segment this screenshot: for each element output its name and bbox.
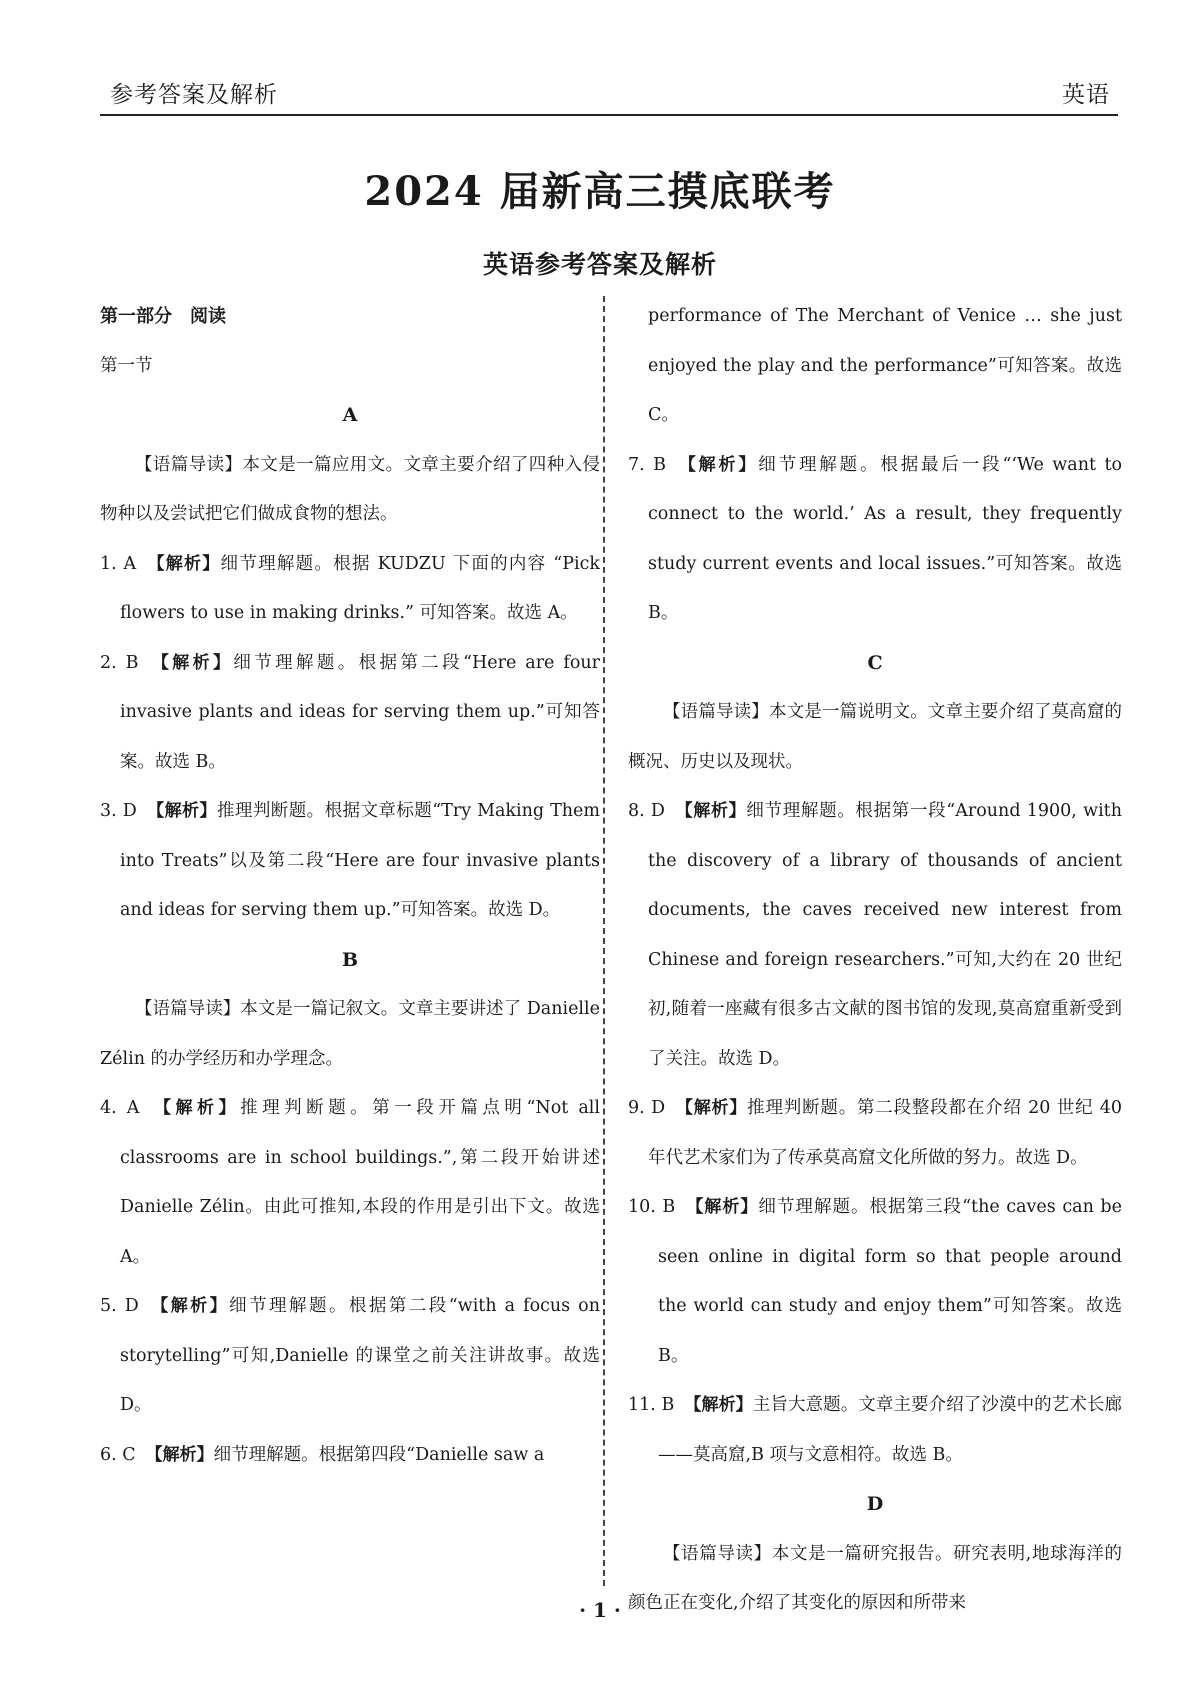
analysis-tag: 【解析】: [148, 652, 234, 673]
header-doc-type: 参考答案及解析: [110, 82, 278, 108]
answer-continuation: performance of The Merchant of Venice … she just enjoyed the play and the performance”可知答案。故选 C。: [648, 306, 1122, 425]
page-header: [100, 70, 1118, 116]
analysis-tag: 【解析】: [675, 454, 759, 475]
analysis-tag: 【解析】: [675, 1098, 748, 1118]
answer-text: 推理判断题。根据文章标题“Try Making Them into Treats”以及第二段“Here are four invasive plants and ideas for serving them up.”可知答案。故选 D。: [120, 801, 600, 920]
answer-number: 5. D: [100, 1296, 139, 1316]
document-subtitle: 英语参考答案及解析: [482, 250, 717, 279]
answer-item: [628, 441, 1122, 639]
answer-item: [100, 540, 600, 639]
passage-b-heading: B: [341, 948, 359, 971]
answer-item: [100, 1431, 600, 1481]
analysis-tag: 【解析】: [146, 801, 217, 821]
exam-title: 2024 届新高三摸底联考: [364, 168, 836, 215]
analysis-tag: 【解析】: [149, 1098, 241, 1118]
analysis-tag: 【解析】: [685, 1197, 759, 1217]
answer-number: 11. B: [628, 1395, 675, 1415]
answer-item: [100, 639, 600, 788]
answer-item: [628, 787, 1122, 1084]
passage-a-intro: 【语篇导读】本文是一篇应用文。文章主要介绍了四种入侵物种以及尝试把它们做成食物的想法。: [100, 454, 600, 524]
right-column: [628, 292, 1122, 1629]
answer-number: 10. B: [628, 1197, 676, 1217]
header-subject: 英语: [1062, 82, 1110, 108]
column-divider: [603, 296, 605, 1586]
analysis-tag: 【解析】: [146, 553, 221, 574]
answer-number: 6. C: [100, 1444, 136, 1465]
answer-item: [100, 1084, 600, 1282]
section-heading: 第一节: [100, 355, 153, 376]
passage-a-heading: A: [342, 404, 358, 426]
analysis-tag: 【解析】: [148, 1296, 230, 1316]
analysis-tag: 【解析】: [684, 1395, 753, 1415]
answer-number: 4. A: [100, 1098, 140, 1118]
answer-text: 细节理解题。根据最后一段“‘We want to connect to the world.’ As a result, they frequently study current events and local issues.”可知答案。故选 B。: [648, 454, 1123, 623]
answer-item: [100, 787, 600, 936]
answer-text: 细节理解题。根据 KUDZU 下面的内容 “Pick flowers to use in making drinks.” 可知答案。故选 A。: [120, 553, 600, 623]
part-heading: [100, 292, 600, 342]
answer-text: 推理判断题。第二段整段都在介绍 20 世纪 40 年代艺术家们为了传承莫高窟文化所做的努力。故选 D。: [648, 1098, 1123, 1168]
answer-item: [100, 1282, 600, 1431]
analysis-tag: 【解析】: [674, 801, 747, 821]
left-column: [100, 292, 600, 1480]
passage-c-heading: C: [867, 651, 883, 674]
answer-number: 8. D: [628, 801, 665, 821]
answer-item: [628, 1084, 1122, 1183]
passage-b-intro: 【语篇导读】本文是一篇记叙文。文章主要讲述了 Danielle Zélin 的办学经历和办学理念。: [100, 999, 600, 1069]
answer-number: 2. B: [100, 652, 139, 673]
answer-item: [628, 1381, 1122, 1480]
answer-number: 3. D: [100, 801, 137, 821]
passage-d-intro: 【语篇导读】本文是一篇研究报告。研究表明,地球海洋的颜色正在变化,介绍了其变化的原因和所带来: [628, 1543, 1122, 1613]
answer-text: 细节理解题。根据第三段“the caves can be seen online in digital form so that people around the world can study and enjoy them”可知答案。故选 B。: [658, 1197, 1122, 1366]
answer-text: 细节理解题。根据第一段“Around 1900, with the discovery of a library of thousands of ancient documents, the caves received new interest from Chinese and foreign researchers.”可知,大约在 20 世纪初,随着一座藏有很多古文献的图书馆的发现,莫高窟重新受到了关注。故选 D。: [648, 801, 1122, 1069]
answer-number: 1. A: [100, 553, 137, 574]
answer-number: 9. D: [628, 1098, 666, 1118]
analysis-tag: 【解析】: [145, 1444, 214, 1465]
answer-text: 细节理解题。根据第二段“Here are four invasive plants and ideas for serving them up.”可知答案。故选 B。: [120, 652, 601, 772]
answer-text: 主旨大意题。文章主要介绍了沙漠中的艺术长廊——莫高窟,B 项与文意相符。故选 B。: [658, 1395, 1122, 1465]
page-number: · 1 ·: [579, 1598, 621, 1622]
answer-text: 推理判断题。第一段开篇点明“Not all classrooms are in school buildings.”,第二段开始讲述 Danielle Zélin。由此可推知,本段的作用是引出下文。故选 A。: [120, 1098, 600, 1267]
answer-text: 细节理解题。根据第二段“with a focus on storytelling”可知,Danielle 的课堂之前关注讲故事。故选 D。: [120, 1296, 600, 1415]
answer-number: 7. B: [628, 454, 666, 475]
passage-d-heading: D: [866, 1493, 884, 1515]
answer-text: 细节理解题。根据第四段“Danielle saw a: [213, 1444, 545, 1465]
answer-item: [628, 1183, 1122, 1381]
part-name: 阅读: [190, 306, 226, 327]
part-label: 第一部分: [100, 306, 172, 327]
passage-c-intro: 【语篇导读】本文是一篇说明文。文章主要介绍了莫高窟的概况、历史以及现状。: [628, 702, 1122, 772]
